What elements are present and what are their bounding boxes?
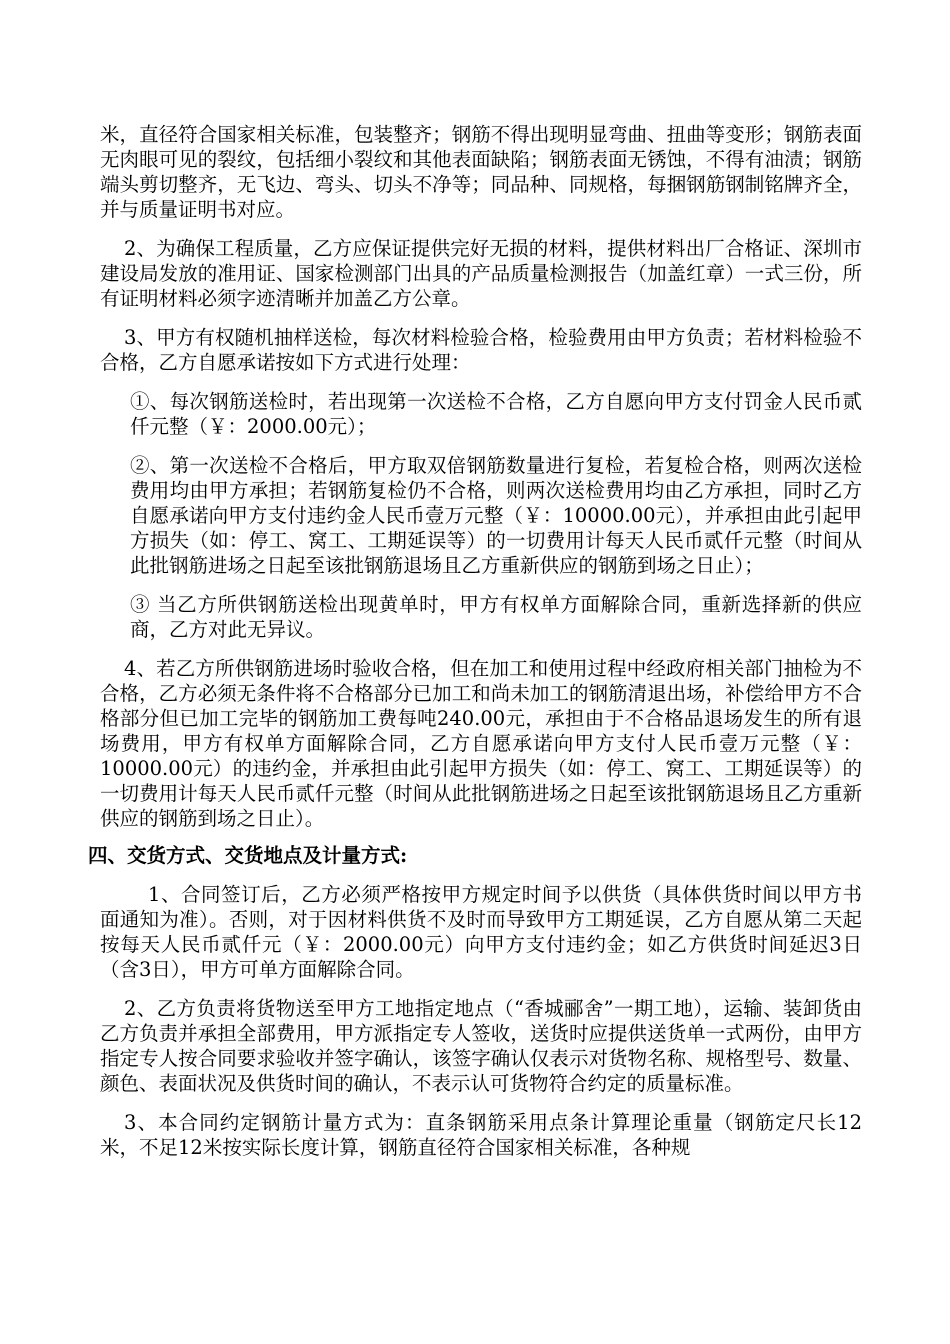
- section-heading-4: 四、交货方式、交货地点及计量方式:: [88, 844, 408, 867]
- section-4-clause-2: 2、乙方负责将货物送至甲方工地指定地点（“香城郦舍”一期工地），运输、装卸货由乙方负责并承担全部费用，甲方派指定专人签收，送货时应提供送货单一式两份，由甲方指定专人按合同要求验收并签字确认，该签字确认仅表示对货物名称、规格型号、数量、颜色、表面状况及供货时间的确认，不表示认可货物符合约定的质量标准。: [100, 997, 862, 1095]
- clause-2: 2、为确保工程质量，乙方应保证提供完好无损的材料，提供材料出厂合格证、深圳市建设局发放的准用证、国家检测部门出具的产品质量检测报告（加盖红章）一式三份，所有证明材料必须字迹清晰并加盖乙方公章。: [100, 237, 862, 310]
- clause-3-item-1: ①、每次钢筋送检时，若出现第一次送检不合格，乙方自愿向甲方支付罚金人民币贰仟元整（￥：2000.00元）；: [130, 390, 862, 438]
- clause-3: 3、甲方有权随机抽样送检，每次材料检验合格，检验费用由甲方负责；若材料检验不合格，乙方自愿承诺按如下方式进行处理：: [100, 326, 862, 374]
- clause-3-item-3: ③ 当乙方所供钢筋送检出现黄单时，甲方有权单方面解除合同，重新选择新的供应商，乙方对此无异议。: [130, 593, 862, 641]
- section-4-clause-1: 1、合同签订后，乙方必须严格按甲方规定时间予以供货（具体供货时间以甲方书面通知为准）。否则，对于因材料供货不及时而导致甲方工期延误，乙方自愿从第二天起按每天人民币贰仟元（￥：2000.00元）向甲方支付违约金；如乙方供货时间延迟3日（含3日），甲方可单方面解除合同。: [100, 883, 862, 981]
- clause-3-item-2: ②、第一次送检不合格后，甲方取双倍钢筋数量进行复检，若复检合格，则两次送检费用均由甲方承担；若钢筋复检仍不合格，则两次送检费用均由乙方承担，同时乙方自愿承诺向甲方支付违约金人民币壹万元整（￥：10000.00元），并承担由此引起甲方损失（如：停工、窝工、工期延误等）的一切费用计每天人民币贰仟元整（时间从此批钢筋进场之日起至该批钢筋退场且乙方重新供应的钢筋到场之日止）；: [130, 454, 862, 577]
- paragraph-continued: 米，直径符合国家相关标准，包装整齐；钢筋不得出现明显弯曲、扭曲等变形；钢筋表面无肉眼可见的裂纹，包括细小裂纹和其他表面缺陷；钢筋表面无锈蚀，不得有油渍；钢筋端头剪切整齐，无飞边、弯头、切头不净等；同品种、同规格，每捆钢筋钢制铭牌齐全，并与质量证明书对应。: [100, 123, 862, 221]
- clause-4: 4、若乙方所供钢筋进场时验收合格，但在加工和使用过程中经政府相关部门抽检为不合格，乙方必须无条件将不合格部分已加工和尚未加工的钢筋清退出场，补偿给甲方不合格部分但已加工完毕的钢筋加工费每吨240.00元，承担由于不合格品退场发生的所有退场费用，甲方有权单方面解除合同，乙方自愿承诺向甲方支付人民币壹万元整（￥：10000.00元）的违约金，并承担由此引起甲方损失（如：停工、窝工、工期延误等）的一切费用计每天人民币贰仟元整（时间从此批钢筋进场之日起至该批钢筋退场且乙方重新供应的钢筋到场之日止）。: [100, 657, 862, 830]
- section-4-clause-3: 3、本合同约定钢筋计量方式为：直条钢筋采用点条计算理论重量（钢筋定尺长12米，不足12米按实际长度计算，钢筋直径符合国家相关标准，各种规: [100, 1111, 862, 1159]
